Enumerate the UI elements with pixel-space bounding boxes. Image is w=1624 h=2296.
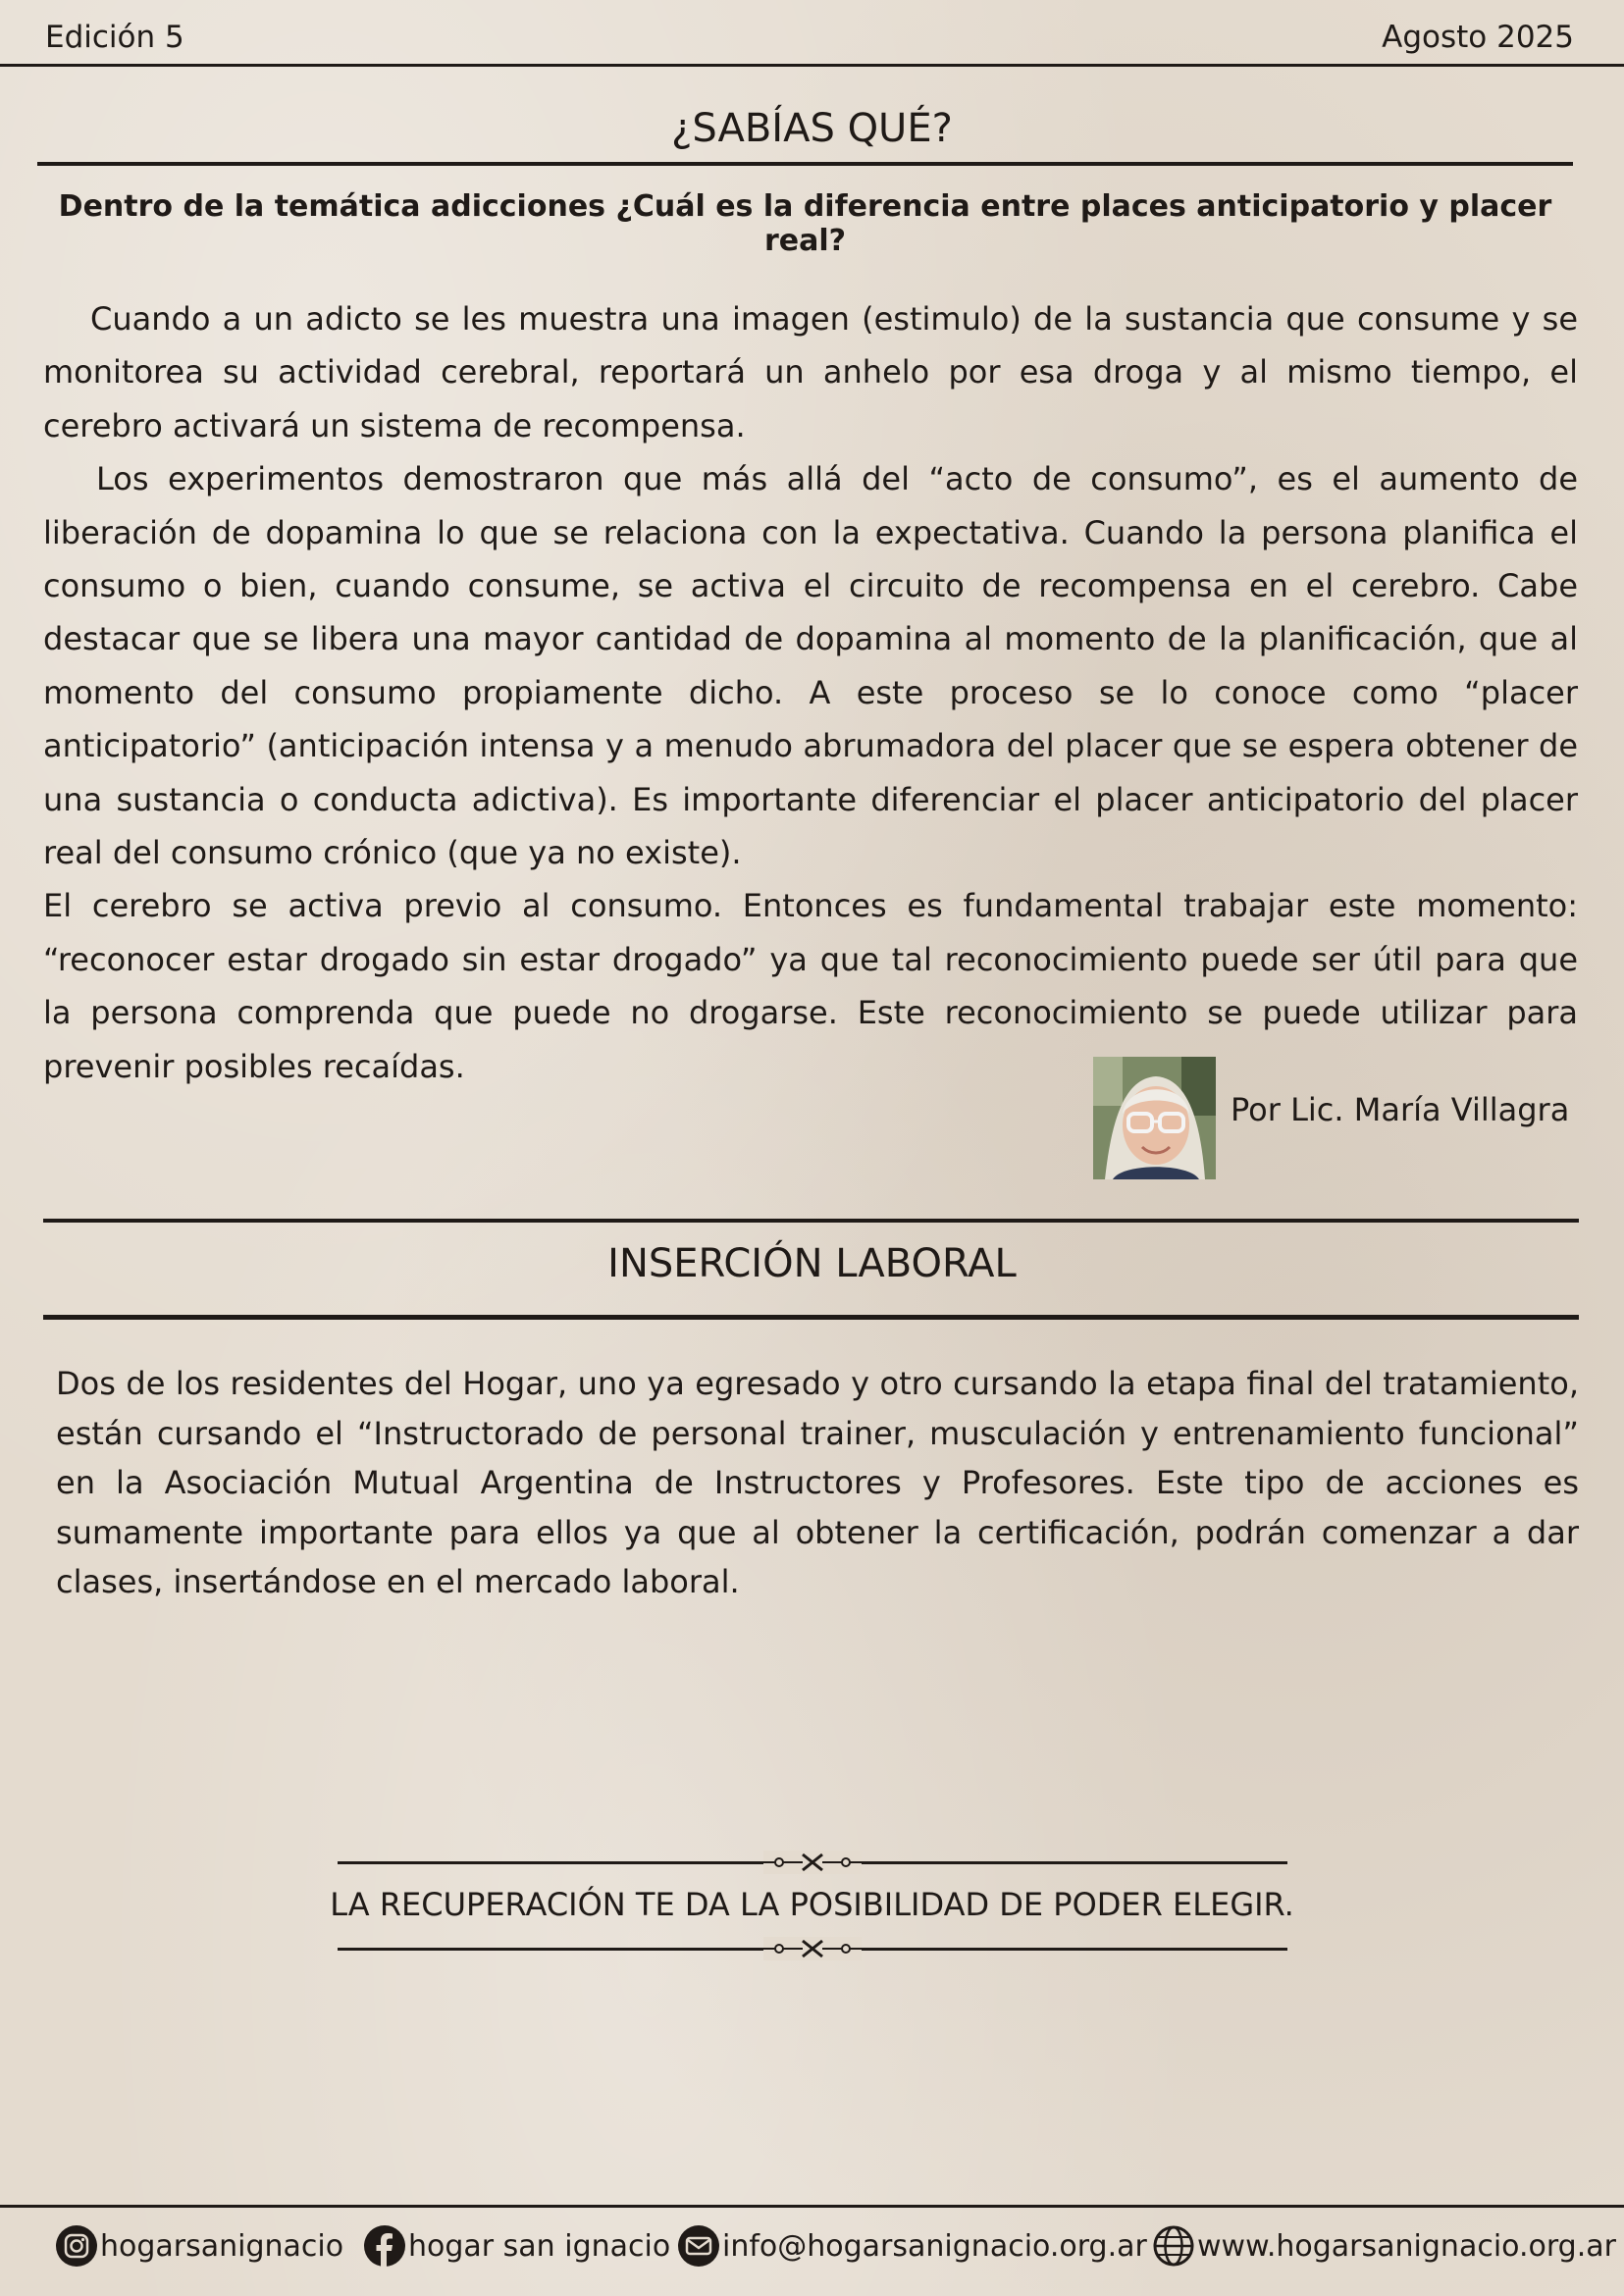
article-body (43, 292, 1578, 1093)
footer-instagram-link[interactable] (55, 2222, 343, 2270)
instagram-handle: hogarsanignacio (100, 2228, 344, 2264)
facebook-icon (363, 2224, 406, 2268)
section-title-sabias-que: ¿SABÍAS QUÉ? (671, 106, 953, 151)
motto-text: LA RECUPERACIÓN TE DA LA POSIBILIDAD DE PODER ELEGIR. (330, 1886, 1294, 1923)
globe-icon (1152, 2224, 1195, 2268)
paragraph: El cerebro se activa previo al consumo. Entonces es fundamental trabajar este momento: “reconocer estar drogado sin estar drogado” ya que tal reconocimiento puede ser útil para que la persona comprenda que puede no drogarse. Este reconocimiento se puede utilizar para prevenir posibles recaídas. (43, 887, 1578, 1085)
footer-divider (0, 2205, 1624, 2208)
envelope-icon (677, 2224, 720, 2268)
website-url: www.hogarsanignacio.org.ar (1197, 2228, 1616, 2264)
section-title-insercion-laboral: INSERCIÓN LABORAL (607, 1241, 1017, 1286)
paragraph: Los experimentos demostraron que más allá del “acto de consumo”, es el aumento de liberación de dopamina lo que se relaciona con la expectativa. Cuando la persona planifica el consumo o bien, cuando consume, se activa el circuito de recompensa en el cerebro. Cabe destacar que se libera una mayor cantidad de dopamina al momento de la planificación, que al momento del consumo propiamente dicho. A este proceso se lo conoce como “placer anticipatorio” (anticipación intensa y a menudo abrumadora del placer que se espera obtener de una sustancia o conducta adictiva). Es importante diferenciar el placer anticipatorio del placer real del consumo crónico (que ya no existe). (43, 460, 1578, 872)
footer-website-link[interactable] (1152, 2222, 1616, 2270)
footer-email-link[interactable] (677, 2222, 1147, 2270)
flourish-ornament-icon (763, 1937, 862, 1960)
edition-label: Edición 5 (45, 20, 184, 55)
section-question: Dentro de la temática adicciones ¿Cuál es la diferencia entre places anticipatorio y placer real? (58, 189, 1552, 258)
header-divider (0, 64, 1624, 67)
author-portrait-image (1093, 1057, 1216, 1179)
email-address: info@hogarsanignacio.org.ar (722, 2228, 1147, 2264)
section-divider (43, 1219, 1579, 1223)
article-body (56, 1359, 1579, 1607)
paragraph: Dos de los residentes del Hogar, uno ya egresado y otro cursando la etapa final del tratamiento, están cursando el “Instructorado de personal trainer, musculación y entrenamiento funcional” en la Asociación Mutual Argentina de Instructores y Profesores. Este tipo de acciones es sumamente importante para ellos ya que al obtener la certificación, podrán comenzar a dar clases, insertándose en el mercado laboral. (56, 1365, 1579, 1600)
section-divider (37, 162, 1573, 166)
facebook-page-name: hogar san ignacio (408, 2228, 671, 2264)
author-photo (1093, 1057, 1216, 1179)
author-byline: Por Lic. María Villagra (1231, 1091, 1570, 1128)
paragraph: Cuando a un adicto se les muestra una imagen (estimulo) de la sustancia que consume y se monitorea su actividad cerebral, reportará un anhelo por esa droga y al mismo tiempo, el cerebro activará un sistema de recompensa. (43, 300, 1578, 444)
issue-date: Agosto 2025 (1382, 20, 1574, 55)
section-divider (43, 1315, 1579, 1320)
flourish-ornament-icon (763, 1851, 862, 1874)
footer-facebook-link[interactable] (363, 2222, 670, 2270)
instagram-icon (55, 2224, 98, 2268)
